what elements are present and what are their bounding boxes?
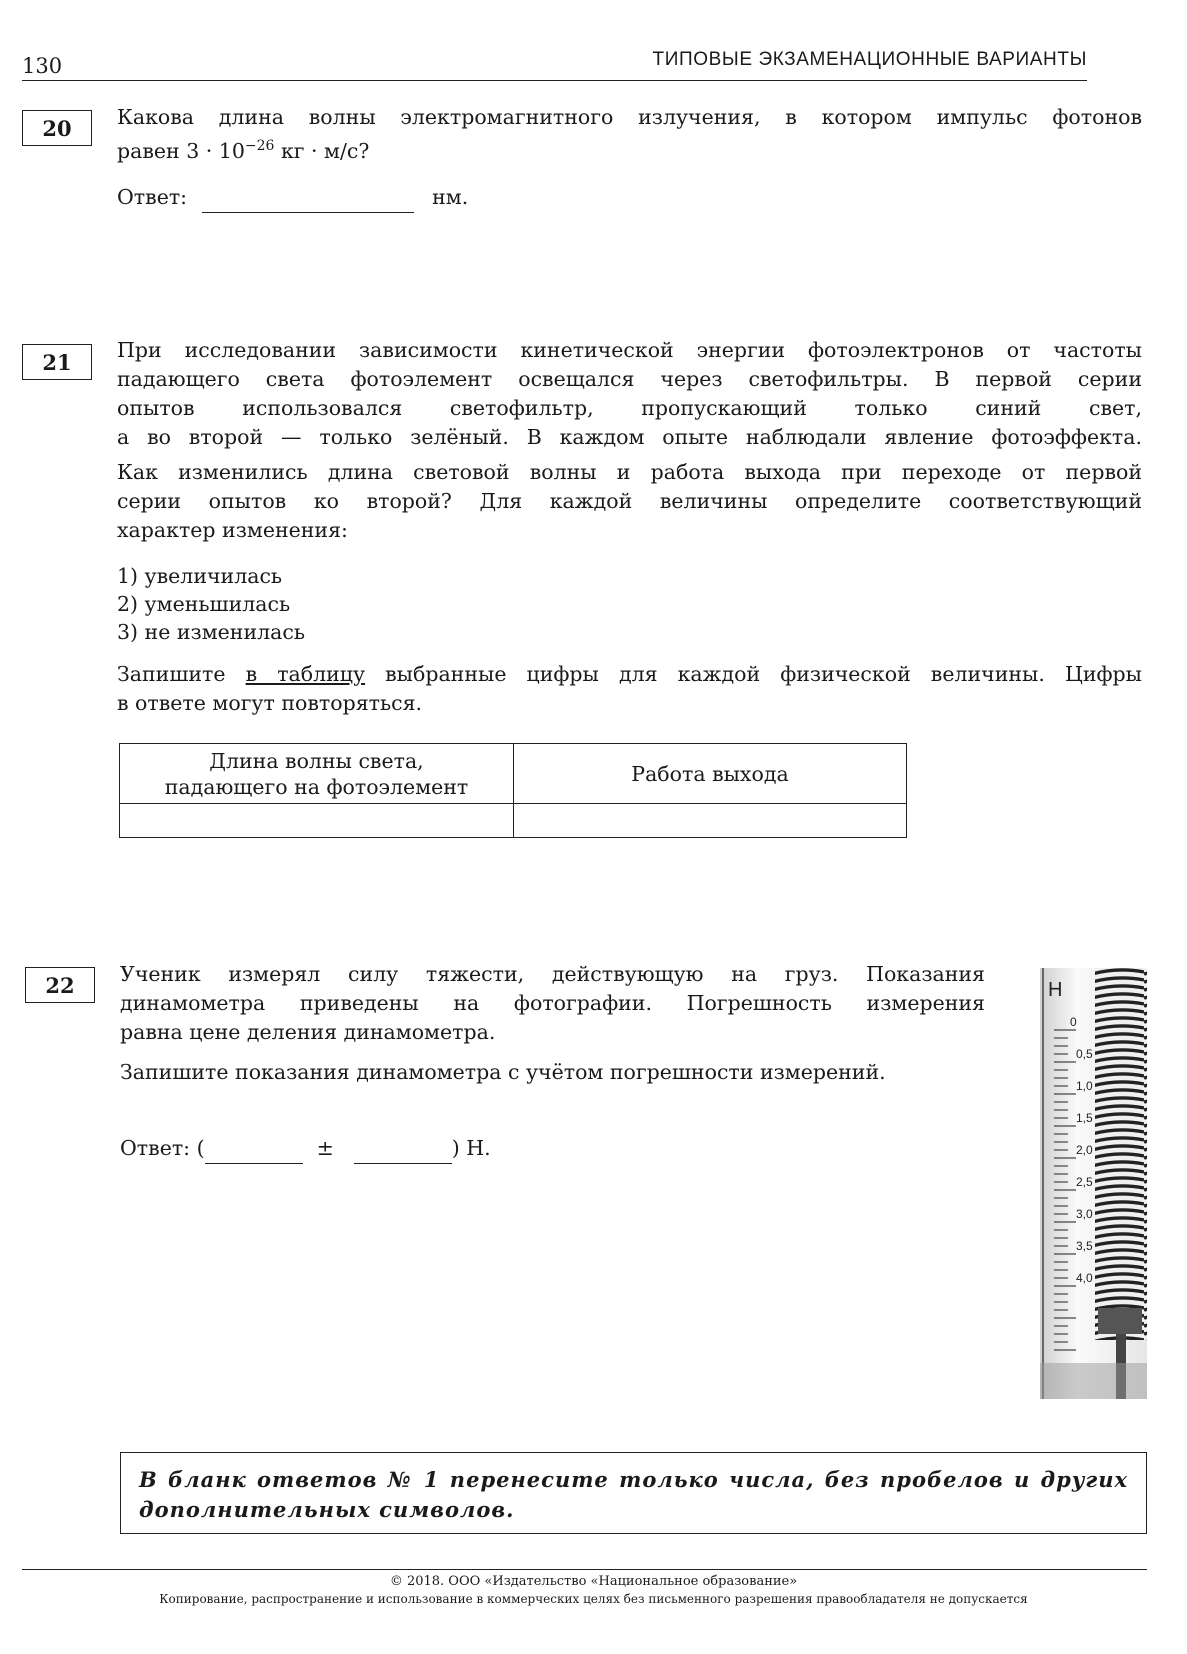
q21-instruction — [117, 660, 1142, 718]
q20-answer-blank[interactable] — [202, 183, 414, 213]
q22-plus-minus: ± — [316, 1136, 334, 1160]
q21-p1-line-4: а во второй — только зелёный. В каждом опыте наблюдали явление фотоэффекта. — [117, 425, 1142, 449]
q21-p2-line-2: серии опытов ко второй? Для каждой величины определите соответствующий — [117, 489, 1142, 513]
q21-p1-line-3: опытов использовался светофильтр, пропускающий только синий свет, — [117, 396, 1142, 420]
q21-instr-underlined: в таблицу — [245, 662, 366, 686]
q21-option-3: 3) не изменилась — [117, 620, 306, 644]
page-number: 130 — [22, 54, 63, 78]
q21-option-2: 2) уменьшилась — [117, 592, 291, 616]
question-20-text — [117, 103, 1142, 166]
q21-options — [117, 562, 305, 646]
table-cell-work-function-answer[interactable] — [514, 804, 907, 838]
q21-option-1: 1) увеличилась — [117, 564, 283, 588]
dyn-label-3-0: 3,0 — [1076, 1207, 1093, 1221]
question-number-20: 20 — [22, 110, 92, 146]
question-21-text — [117, 336, 1142, 545]
q21-p2-line-3: характер изменения: — [117, 518, 348, 542]
q21-p1-line-2: падающего света фотоэлемент освещался через светофильтры. В первой серии — [117, 367, 1142, 391]
table-header-work-function: Работа выхода — [514, 744, 907, 804]
q22-answer-unit: ) Н. — [451, 1136, 491, 1160]
question-22-text — [120, 960, 985, 1087]
q21-p2-line-1: Как изменились длина световой волны и работа выхода при переходе от первой — [117, 460, 1142, 484]
footer-copyright: © 2018. ООО «Издательство «Национальное образование» — [389, 1574, 798, 1589]
table-header-wavelength — [120, 744, 514, 804]
q22-answer-row — [120, 1134, 491, 1164]
dyn-label-2-5: 2,5 — [1076, 1175, 1093, 1189]
dyn-label-2-0: 2,0 — [1076, 1143, 1093, 1157]
q21-instruction-line-1 — [117, 660, 1142, 689]
question-number-22: 22 — [25, 967, 95, 1003]
q21-instruction-line-2: в ответе могут повторяться. — [117, 691, 423, 715]
q20-line-2b: кг · м/с? — [274, 138, 370, 163]
q20-line-2a: равен 3 · 10 — [117, 138, 245, 163]
dynamometer-pointer — [1098, 1308, 1142, 1334]
q20-line-1: Какова длина волны электромагнитного излучения, в котором импульс фотонов — [117, 105, 1142, 129]
q21-p1-line-1: При исследовании зависимости кинетической энергии фотоэлектронов от частоты — [117, 338, 1142, 362]
q21-answer-table — [119, 743, 907, 838]
dyn-label-1-5: 1,5 — [1076, 1111, 1093, 1125]
footer-license: Копирование, распространение и использование в коммерческих целях без письменного разрешения правообладателя не допускается — [159, 1592, 1028, 1606]
q21-instr-a: Запишите — [117, 662, 246, 686]
q22-p1-line-2: динамометра приведены на фотографии. Погрешность измерения — [120, 991, 985, 1015]
q20-answer-label: Ответ: — [117, 185, 188, 209]
dyn-label-4-0: 4,0 — [1076, 1271, 1093, 1285]
q22-p1-line-3: равна цене деления динамометра. — [120, 1020, 496, 1044]
header-divider — [22, 80, 1087, 81]
q22-p1-line-1: Ученик измерял силу тяжести, действующую на груз. Показания — [120, 962, 985, 986]
table-header-wavelength-line1: Длина волны света, — [209, 748, 424, 773]
q22-p2: Запишите показания динамометра с учётом погрешности измерений. — [120, 1060, 886, 1084]
q22-error-blank[interactable] — [354, 1134, 452, 1164]
q20-answer-unit: нм. — [432, 185, 469, 209]
table-header-wavelength-line2: падающего на фотоэлемент — [164, 774, 469, 799]
dyn-label-1-0: 1,0 — [1076, 1079, 1093, 1093]
dyn-unit-label: Н — [1048, 979, 1063, 1001]
q22-answer-label: Ответ: ( — [120, 1136, 205, 1160]
q20-exponent: −26 — [244, 138, 275, 154]
q20-line-2 — [117, 132, 1142, 166]
running-header: ТИПОВЫЕ ЭКЗАМЕНАЦИОННЫЕ ВАРИАНТЫ — [652, 49, 1087, 70]
q21-instr-b: выбранные цифры для каждой физической величины. Цифры — [365, 662, 1142, 686]
q22-value-blank[interactable] — [205, 1134, 303, 1164]
dyn-label-0: 0 — [1070, 1015, 1077, 1029]
spring-coil — [1095, 968, 1147, 1340]
answer-sheet-notice: В бланк ответов № 1 перенесите только числа, без пробелов и других дополнительных символов. — [120, 1452, 1147, 1534]
footer-divider — [22, 1569, 1147, 1570]
q20-answer-row — [117, 183, 468, 213]
dynamometer-photo — [1040, 968, 1147, 1399]
dyn-label-3-5: 3,5 — [1076, 1239, 1093, 1253]
dyn-label-0-5: 0,5 — [1076, 1047, 1093, 1061]
question-number-21: 21 — [22, 344, 92, 380]
table-cell-wavelength-answer[interactable] — [120, 804, 514, 838]
